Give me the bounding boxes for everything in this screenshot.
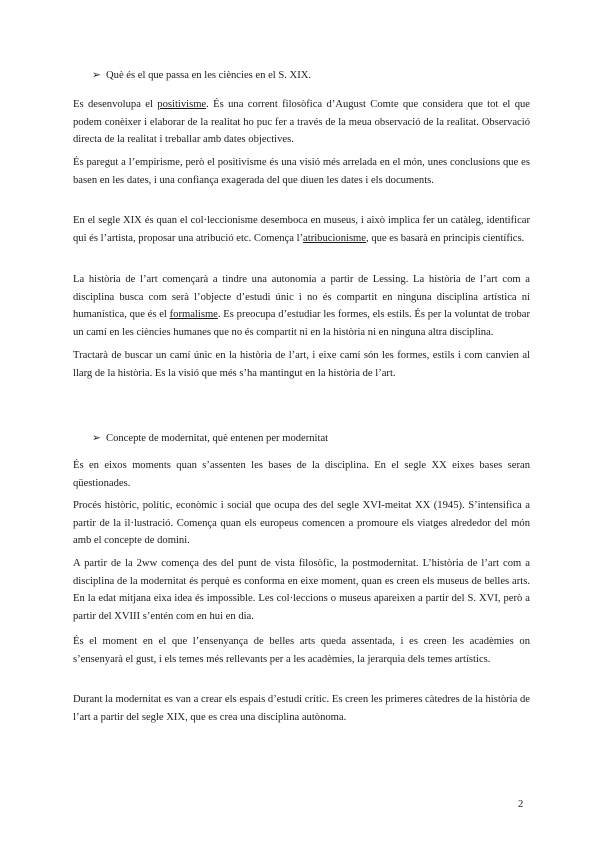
paragraph-text: A partir de la 2ww comença des del punt de vista filosòfic, la postmodernitat. L’història de l’art com a disciplina de la modernitat és perquè es conforma en eixe moment, quan es creen els museus de belles arts. En la edat mitjana eixa idea és impossible. Les col·leccions o museus apareixen a partir del S. XVI, però a partir del XVIII s’entén com en hui en dia. [73, 558, 530, 622]
underlined-term: positivisme [157, 99, 207, 110]
paragraph-text: És el moment en el que l’ensenyança de belles arts queda assentada, i es creen les acadèmies on s’ensenyarà el gust, i els temes més rellevants per a les acadèmies, la jerarquia dels temes artístics. [73, 636, 530, 665]
paragraph [73, 555, 530, 625]
paragraph-text: Es desenvolupa el [73, 99, 158, 110]
section-heading-modernity [92, 432, 328, 446]
paragraph-text: . És una corrent filosòfica d’August Comte que considera que tot el que podem conèixer i elaborar de la realitat ho puc fer a través de la meua observació de la realitat. Observació directa de la realitat i treballar amb dates objectives. [73, 99, 530, 146]
paragraph [73, 457, 530, 492]
paragraph [73, 212, 530, 247]
page-number: 2 [518, 799, 524, 810]
paragraph-text: Durant la modernitat es van a crear els espais d’estudi crític. Es creen les primeres càtedres de la història de l’art a partir del segle XIX, que es crea una disciplina autònoma. [73, 694, 530, 723]
paragraph-text: Procés històric, polític, econòmic i social que ocupa des del segle XVI-meitat XX (1945). S’intensifica a partir de la il·lustració. Comença quan els europeus comencen a promoure els viatges alrededor del món amb el concepte de domini. [73, 500, 530, 547]
paragraph-text: Tractarà de buscar un camí únic en la història de l’art, i eixe camí són les formes, estils i com canvien al llarg de la història. Es la visió que més s’ha mantingut en la història de l’art. [73, 350, 530, 379]
paragraph [73, 691, 530, 726]
paragraph [73, 497, 530, 550]
paragraph [73, 271, 530, 341]
paragraph-text: En el segle XIX és quan el col·leccionisme desemboca en museus, i això implica fer un catàleg, identificar qui és l’artista, proposar una atribució etc. Comença l’ [73, 215, 530, 244]
paragraph-text: És en eixos moments quan s’assenten les bases de la disciplina. En el segle XX eixes bases seran qüestionades. [73, 460, 530, 489]
paragraph-text: , que es basarà en principis científics. [366, 232, 525, 244]
paragraph [73, 633, 530, 668]
paragraph [73, 347, 530, 382]
arrow-bullet-icon: ➢ [92, 70, 101, 81]
underlined-term: atribucionisme [303, 232, 367, 244]
heading-text: Què és el que passa en les ciències en el S. XIX. [106, 70, 312, 81]
section-heading-positivism [92, 69, 311, 83]
paragraph-text: . Es preocupa d’estudiar les formes, els estils. És per la voluntat de trobar un camí en les ciències humanes que no és compartit ni en la història ni en ninguna altra disciplina. [73, 309, 530, 338]
arrow-bullet-icon: ➢ [92, 433, 101, 444]
heading-text: Concepte de modernitat, què entenen per modernitat [106, 433, 329, 444]
paragraph-text: La història de l’art començarà a tindre una autonomia a partir de Lessing. La història de l’art com a disciplina busca com serà l’objecte d’estudi únic i no és compartit en ninguna disciplina artística ni humanística, que és el [73, 274, 530, 321]
paragraph [73, 96, 530, 149]
underlined-term: formalisme [169, 309, 218, 321]
paragraph-text: És paregut a l’empirisme, però el positivisme és una visió més arrelada en el món, unes conclusions que es basen en les dates, i una confiança exagerada del que diuen les dates i els documents. [73, 157, 530, 186]
paragraph [73, 154, 530, 189]
